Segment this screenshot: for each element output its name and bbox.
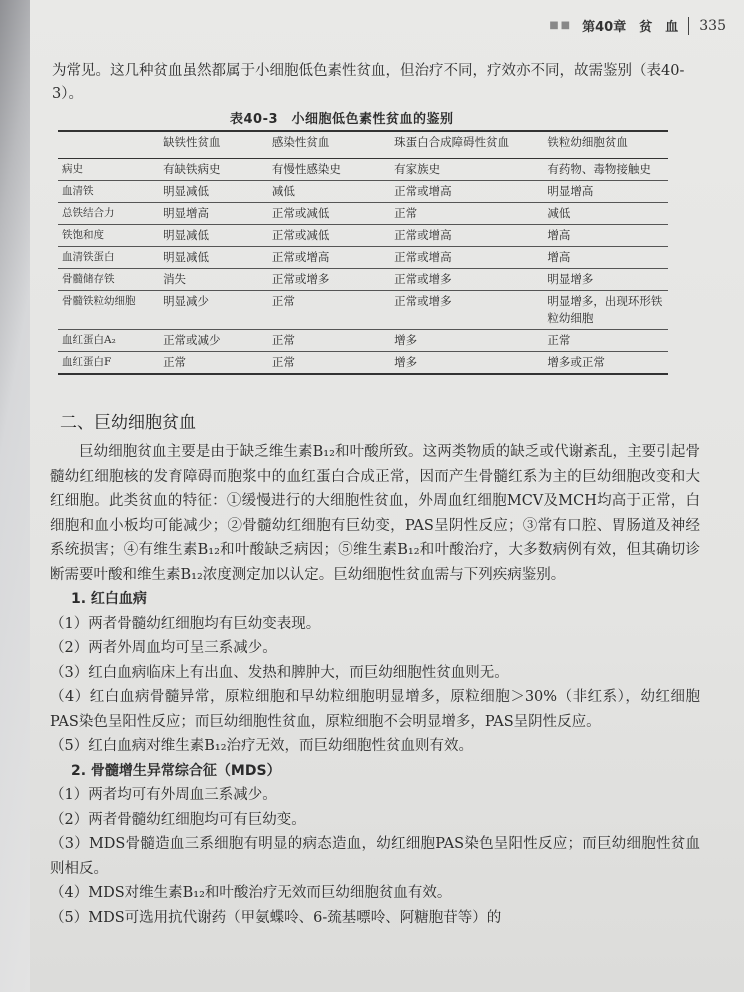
table-header-cell: 铁粒幼细胞贫血: [543, 131, 668, 159]
table-cell: 增多: [390, 352, 543, 375]
table-caption: 表40-3 小细胞低色素性贫血的鉴别: [230, 112, 454, 127]
list-item: （3）MDS骨髓造血三系细胞有明显的病态造血，幼红细胞PAS染色呈阳性反应；而巨幼细胞性贫血则相反。: [50, 836, 700, 877]
table-cell: 总铁结合力: [58, 203, 159, 225]
list-item: （5）红白血病对维生素B₁₂治疗无效，而巨幼细胞性贫血则有效。: [50, 738, 474, 754]
table-cell: 明显增高: [159, 203, 268, 225]
table-row: [58, 291, 668, 330]
section-heading: 二、巨幼细胞贫血: [60, 413, 196, 433]
table-cell: 明显减低: [159, 225, 268, 247]
page-number: 335: [699, 17, 726, 34]
table-header-cell: [58, 131, 159, 159]
table-cell: 正常: [268, 330, 390, 352]
table-cell: 正常或增多: [390, 291, 543, 330]
table-cell: 有药物、毒物接触史: [543, 159, 668, 181]
table-cell: 正常或增多: [390, 269, 543, 291]
table-cell: 正常: [390, 203, 543, 225]
comparison-table: [58, 130, 668, 375]
table-cell: 血清铁: [58, 181, 159, 203]
table-cell: 正常或增高: [268, 247, 390, 269]
table-cell: 正常或增多: [268, 269, 390, 291]
table-cell: 有缺铁病史: [159, 159, 268, 181]
table-cell: 正常: [268, 352, 390, 375]
table-cell: 铁饱和度: [58, 225, 159, 247]
table-cell: 血红蛋白F: [58, 352, 159, 375]
table-header-cell: 缺铁性贫血: [159, 131, 268, 159]
list-item: （1）两者骨髓幼红细胞均有巨幼变表现。: [50, 615, 321, 632]
table-cell: 正常或增高: [390, 181, 543, 203]
table-row: [58, 203, 668, 225]
table-cell: 正常或减低: [268, 203, 390, 225]
table-cell: 正常: [543, 330, 668, 352]
table-cell: 增高: [543, 225, 668, 247]
table-cell: 减低: [543, 203, 668, 225]
table-cell: 增高: [543, 247, 668, 269]
table-cell: 正常或减低: [268, 225, 390, 247]
table-header-cell: 感染性贫血: [268, 131, 390, 159]
table-cell: 正常或减少: [159, 330, 268, 352]
table-cell: 正常: [268, 291, 390, 330]
chapter-label: 第40章 贫 血: [582, 20, 679, 35]
page-header: [549, 16, 726, 35]
header-dots: ■■: [549, 20, 573, 31]
table-cell: 消失: [159, 269, 268, 291]
table-row: [58, 352, 668, 375]
list-item: （3）红白血病临床上有出血、发热和脾肿大，而巨幼细胞性贫血则无。: [50, 664, 509, 681]
paragraph: 巨幼细胞贫血主要是由于缺乏维生素B₁₂和叶酸所致。这两类物质的缺乏或代谢紊乱，主要引起骨髓幼红细胞核的发育障碍而胞浆中的血红蛋白合成正常，因而产生骨髓红系为主的巨幼细胞改变和大红细胞。此类贫血的特征：①缓慢进行的大细胞性贫血，外周血红细胞MCV及MCH均高于正常，白细胞和血小板均可能减少；②骨髓幼红细胞有巨幼变，PAS呈阴性反应；③常有口腔、胃肠道及神经系统损害；④有维生素B₁₂和叶酸缺乏病因；⑤维生素B₁₂和叶酸治疗，大多数病例有效，但其确切诊断需要叶酸和维生素B₁₂浓度测定加以认定。巨幼细胞性贫血需与下列疾病鉴别。: [50, 444, 700, 583]
subsection-heading: 2. 骨髓增生异常综合征（MDS）: [71, 762, 281, 779]
list-item: （5）MDS可选用抗代谢药（甲氨蝶呤、6-巯基嘌呤、阿糖胞苷等）的: [50, 909, 502, 926]
list-item: （2）两者骨髓幼红细胞均可有巨幼变。: [50, 811, 306, 828]
table-cell: 骨髓储存铁: [58, 269, 159, 291]
body-text: [50, 440, 700, 930]
table-row: [58, 181, 668, 203]
table-row: [58, 269, 668, 291]
table-header-row: [58, 131, 668, 159]
table-row: [58, 247, 668, 269]
table-cell: 病史: [58, 159, 159, 181]
table-cell: 血红蛋白A₂: [58, 330, 159, 352]
table-header-cell: 珠蛋白合成障碍性贫血: [390, 131, 543, 159]
list-item: （4）红白血病骨髓异常，原粒细胞和早幼粒细胞明显增多，原粒细胞＞30%（非红系），幼红细胞PAS染色呈阳性反应；而巨幼细胞性贫血，原粒细胞不会明显增多，PAS呈阴性反应。: [50, 689, 700, 730]
table-cell: 明显减低: [159, 181, 268, 203]
list-item: （2）两者外周血均可呈三系减少。: [50, 640, 277, 656]
table-cell: 正常或增高: [390, 225, 543, 247]
list-item: （4）MDS对维生素B₁₂和叶酸治疗无效而巨幼细胞贫血有效。: [50, 885, 452, 901]
table-cell: 明显增多: [543, 269, 668, 291]
table-cell: 增多: [390, 330, 543, 352]
table-cell: 减低: [268, 181, 390, 203]
table-cell: 明显增多，出现环形铁粒幼细胞: [543, 291, 668, 330]
table-row: [58, 225, 668, 247]
table-cell: 明显减少: [159, 291, 268, 330]
table-cell: 血清铁蛋白: [58, 247, 159, 269]
list-item: （1）两者均可有外周血三系减少。: [50, 787, 277, 803]
table-cell: 有慢性感染史: [268, 159, 390, 181]
table-cell: 骨髓铁粒幼细胞: [58, 291, 159, 330]
table-cell: 有家族史: [390, 159, 543, 181]
table-row: [58, 159, 668, 181]
table-cell: 正常或增高: [390, 247, 543, 269]
subsection-heading: 1. 红白血病: [71, 591, 147, 607]
table-cell: 明显减低: [159, 247, 268, 269]
table-row: [58, 330, 668, 352]
intro-paragraph: 为常见。这几种贫血虽然都属于小细胞低色素性贫血，但治疗不同，疗效亦不同，故需鉴别（表40-3）。: [52, 63, 685, 102]
table-cell: 正常: [159, 352, 268, 375]
table-cell: 明显增高: [543, 181, 668, 203]
table-cell: 增多或正常: [543, 352, 668, 375]
header-divider: [688, 17, 689, 35]
